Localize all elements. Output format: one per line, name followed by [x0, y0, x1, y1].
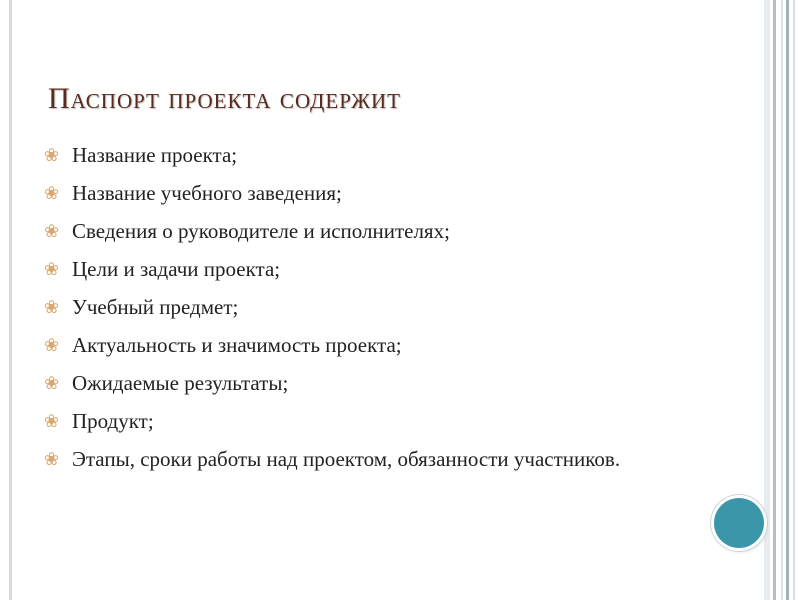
- list-item: [44, 446, 684, 472]
- list-item-text: Учебный предмет;: [72, 295, 239, 319]
- border-stripe: [773, 0, 776, 600]
- list-item: [44, 142, 684, 168]
- list-item: [44, 256, 684, 282]
- leaf-bullet-icon: ❀: [44, 145, 60, 165]
- list-item: [44, 370, 684, 396]
- list-item: [44, 332, 684, 358]
- list-item-text: Ожидаемые результаты;: [72, 371, 289, 395]
- list-item-text: Сведения о руководителе и исполнителях;: [72, 219, 450, 243]
- border-stripe: [793, 0, 795, 600]
- list-item-text: Цели и задачи проекта;: [72, 257, 281, 281]
- bullet-list: [44, 142, 684, 484]
- border-stripe: [781, 0, 783, 600]
- leaf-bullet-icon: ❀: [44, 183, 60, 203]
- right-border-decoration: [762, 0, 800, 600]
- list-item: [44, 294, 684, 320]
- leaf-bullet-icon: ❀: [44, 335, 60, 355]
- slide-title: Паспорт проекта содержит: [48, 82, 401, 115]
- leaf-bullet-icon: ❀: [44, 221, 60, 241]
- list-item-text: Актуальность и значимость проекта;: [72, 333, 402, 357]
- leaf-bullet-icon: ❀: [44, 449, 60, 469]
- list-item: [44, 408, 684, 434]
- leaf-bullet-icon: ❀: [44, 297, 60, 317]
- border-stripe: [764, 0, 770, 600]
- list-item: [44, 218, 684, 244]
- leaf-bullet-icon: ❀: [44, 373, 60, 393]
- accent-circle: [714, 498, 764, 548]
- leaf-bullet-icon: ❀: [44, 411, 60, 431]
- left-border-line: [9, 0, 12, 600]
- list-item-text: Название проекта;: [72, 143, 238, 167]
- list-item-text: Этапы, сроки работы над проектом, обязанности участников.: [72, 447, 621, 471]
- leaf-bullet-icon: ❀: [44, 259, 60, 279]
- list-item-text: Продукт;: [72, 409, 154, 433]
- border-stripe: [786, 0, 789, 600]
- list-item-text: Название учебного заведения;: [72, 181, 342, 205]
- list-item: [44, 180, 684, 206]
